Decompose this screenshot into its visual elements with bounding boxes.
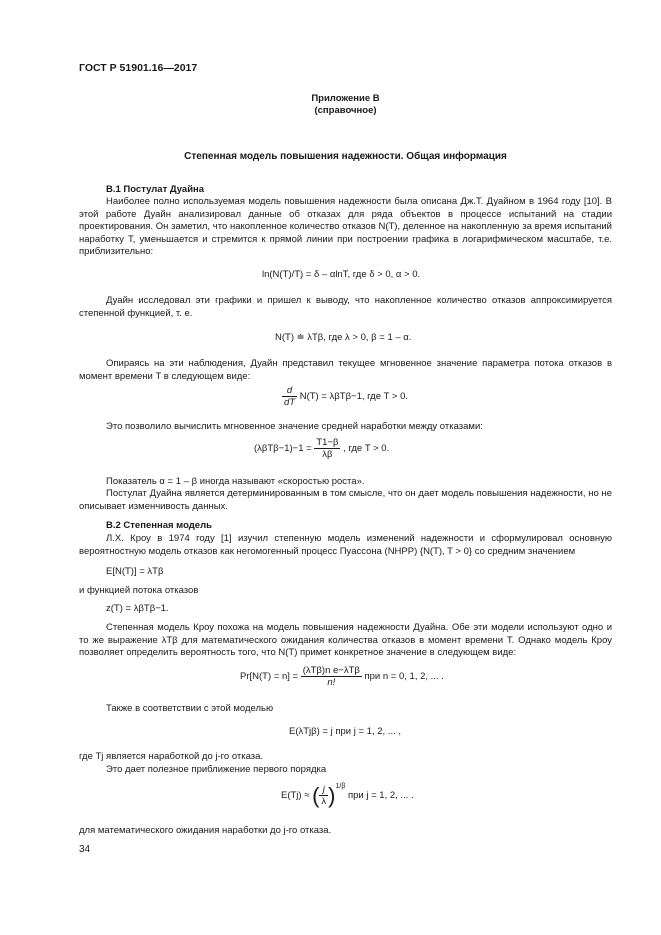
appendix-subtitle: (справочное): [314, 105, 377, 116]
section-b1-paragraph-2: Дуайн исследовал эти графики и пришел к выводу, что накопленное количество отказов аппроксимируется степенной функцией, т. е.: [79, 295, 612, 319]
section-b2-paragraph-3: Степенная модель Кроу похожа на модель повышения надежности Дуайна. Обе эти модели используют одно и то же выражение λTβ для математического ожидания количества отказов в момент времени T. Однако модель Кроу позволяет определить вероятность того, что N(T) примет конкретное значение в следующем виде:: [79, 622, 612, 658]
approx-exponent: 1/β: [335, 783, 346, 791]
formula-power-function: N(T) ≐ λTβ, где λ > 0, β = 1 – α.: [275, 332, 412, 343]
section-b1-heading: B.1 Постулат Дуайна: [106, 184, 205, 195]
section-b2-paragraph-4: Также в соответствии с этой моделью: [106, 703, 274, 714]
formula-duane-log: ln(N(T)/T) = δ – αlnT, где δ > 0, α > 0.: [262, 269, 421, 280]
formula-first-order-approx: [281, 784, 414, 807]
approx-fraction: [319, 784, 328, 807]
formula-expected-j: E(λTjβ) = j при j = 1, 2, ... ,: [289, 726, 402, 737]
right-paren: ): [328, 782, 336, 808]
approx-numerator: j: [319, 784, 328, 796]
formula-mtbf: [254, 437, 389, 460]
formula-failure-flow: z(T) = λβTβ−1.: [106, 603, 169, 614]
section-b1-paragraph-6: Постулат Дуайна является детерминированным в том смысле, что он дает модель повышения надежности, но не описывает изменчивость данных.: [79, 488, 612, 512]
mtbf-denominator: λβ: [322, 449, 333, 460]
formula-expected-failures: E[N(T)] = λTβ: [106, 566, 164, 577]
section-b1-paragraph-4: Это позволило вычислить мгновенное значение средней наработки между отказами:: [106, 421, 483, 432]
section-b2-heading: B.2 Степенная модель: [106, 520, 212, 531]
formula-poisson-lhs: Pr[N(T) = n] =: [240, 671, 299, 683]
mtbf-fraction: [314, 437, 340, 460]
appendix-title: Приложение B: [311, 93, 380, 104]
formula-mtbf-rest: , где T > 0.: [343, 443, 390, 455]
formula-failure-intensity-rest: N(T) = λβTβ−1, где T > 0.: [299, 391, 409, 403]
section-b1-paragraph-1: Наиболее полно используемая модель повышения надежности была описана Дж.Т. Дуайном в 1964 году [10]. В этой работе Дуайн анализировал данные об отказах для ряда объектов в процессе испытаний на стадии проектирования. Он заметил, что накопленное количество отказов N(T), деленное на накопленную за время испытаний наработку T, уменьшается и стремится к прямой линии при построении графика в логарифмическом масштабе, т.е. приблизительно:: [79, 196, 612, 257]
section-b2-paragraph-7: для математического ожидания наработки до j-го отказа.: [79, 825, 332, 836]
derivative-numerator: d: [282, 385, 297, 397]
formula-failure-intensity: [282, 385, 408, 408]
section-b2-paragraph-1: Л.Х. Кроу в 1974 году [1] изучил степенную модель изменений надежности и сформулировал основную вероятностную модель отказов как негомогенный процесс Пуассона (NHPP) {N(T), T > 0} со средним значением: [79, 533, 612, 557]
mtbf-numerator: T1−β: [316, 437, 339, 448]
formula-poisson-probability: [240, 665, 444, 688]
main-heading: Степенная модель повышения надежности. Общая информация: [184, 151, 507, 162]
formula-mtbf-lhs: (λβTβ−1)−1 =: [254, 443, 312, 455]
poisson-fraction: [301, 665, 362, 688]
poisson-numerator: (λTβ)n e−λTβ: [302, 665, 360, 676]
approx-denominator: λ: [321, 796, 327, 807]
section-b1-paragraph-3: Опираясь на эти наблюдения, Дуайн представил текущее мгновенное значение параметра потока отказов в момент времени T в следующем виде:: [79, 358, 612, 382]
formula-approx-rest: при j = 1, 2, ... .: [348, 790, 414, 802]
section-b2-paragraph-5: где Tj является наработкой до j-го отказа.: [79, 751, 264, 762]
formula-poisson-rest: при n = 0, 1, 2, ... .: [364, 671, 444, 683]
derivative-denominator: dT: [284, 397, 296, 408]
document-number: ГОСТ Р 51901.16—2017: [79, 62, 198, 74]
poisson-denominator: n!: [327, 677, 336, 688]
formula-approx-lhs: E(Tj) ≈: [281, 790, 310, 802]
left-paren: (: [312, 782, 320, 808]
section-b2-paragraph-6: Это дает полезное приближение первого порядка: [106, 764, 327, 775]
section-b1-paragraph-5: Показатель α = 1 – β иногда называют «скоростью роста».: [106, 476, 365, 487]
section-b2-paragraph-2: и функцией потока отказов: [79, 585, 199, 596]
page-number: 34: [79, 844, 91, 855]
derivative-fraction: [282, 385, 297, 408]
